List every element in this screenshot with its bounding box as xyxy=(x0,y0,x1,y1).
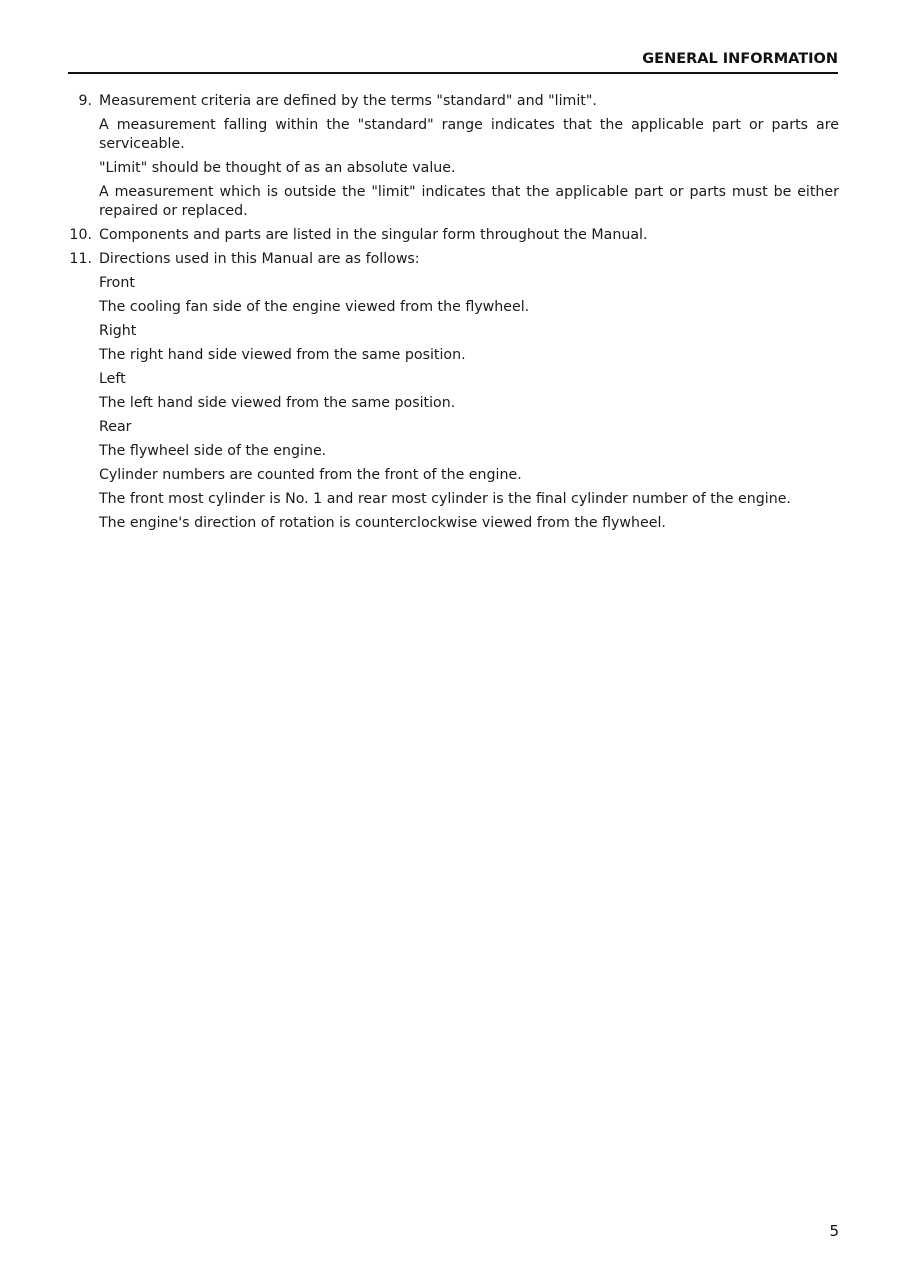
paragraph: Cylinder numbers are counted from the front of the engine. xyxy=(99,467,522,483)
paragraph: A measurement falling within the "standard" range indicates that the applicable part or parts are serviceable. xyxy=(99,117,839,152)
paragraph: The left hand side viewed from the same position. xyxy=(99,395,456,411)
paragraph: Components and parts are listed in the singular form throughout the Manual. xyxy=(99,227,648,243)
paragraph: Directions used in this Manual are as follows: xyxy=(99,251,420,267)
paragraph: A measurement which is outside the "limit" indicates that the applicable part or parts must be either repaired or replaced. xyxy=(99,184,839,219)
paragraph: "Limit" should be thought of as an absolute value. xyxy=(99,160,456,176)
direction-term-left: Left xyxy=(99,371,126,387)
direction-term-right: Right xyxy=(99,323,137,339)
page-header xyxy=(68,50,838,74)
document-body xyxy=(68,92,839,538)
paragraph: The cooling fan side of the engine viewed from the flywheel. xyxy=(99,299,530,315)
header-title: GENERAL INFORMATION xyxy=(642,51,838,67)
page-number: 5 xyxy=(829,1222,839,1240)
list-item-11 xyxy=(68,250,839,533)
direction-term-rear: Rear xyxy=(99,419,132,435)
direction-term-front: Front xyxy=(99,275,135,291)
item-number: 11. xyxy=(69,251,92,267)
paragraph: The front most cylinder is No. 1 and rear most cylinder is the final cylinder number of the engine. xyxy=(99,491,791,507)
paragraph: The flywheel side of the engine. xyxy=(99,443,327,459)
paragraph: The engine's direction of rotation is counterclockwise viewed from the flywheel. xyxy=(99,515,666,531)
list-item-10 xyxy=(68,226,839,245)
paragraph: The right hand side viewed from the same position. xyxy=(99,347,466,363)
item-number: 10. xyxy=(69,227,92,243)
list-item-9 xyxy=(68,92,839,221)
item-number: 9. xyxy=(78,93,92,109)
paragraph: Measurement criteria are defined by the terms "standard" and "limit". xyxy=(99,93,597,109)
